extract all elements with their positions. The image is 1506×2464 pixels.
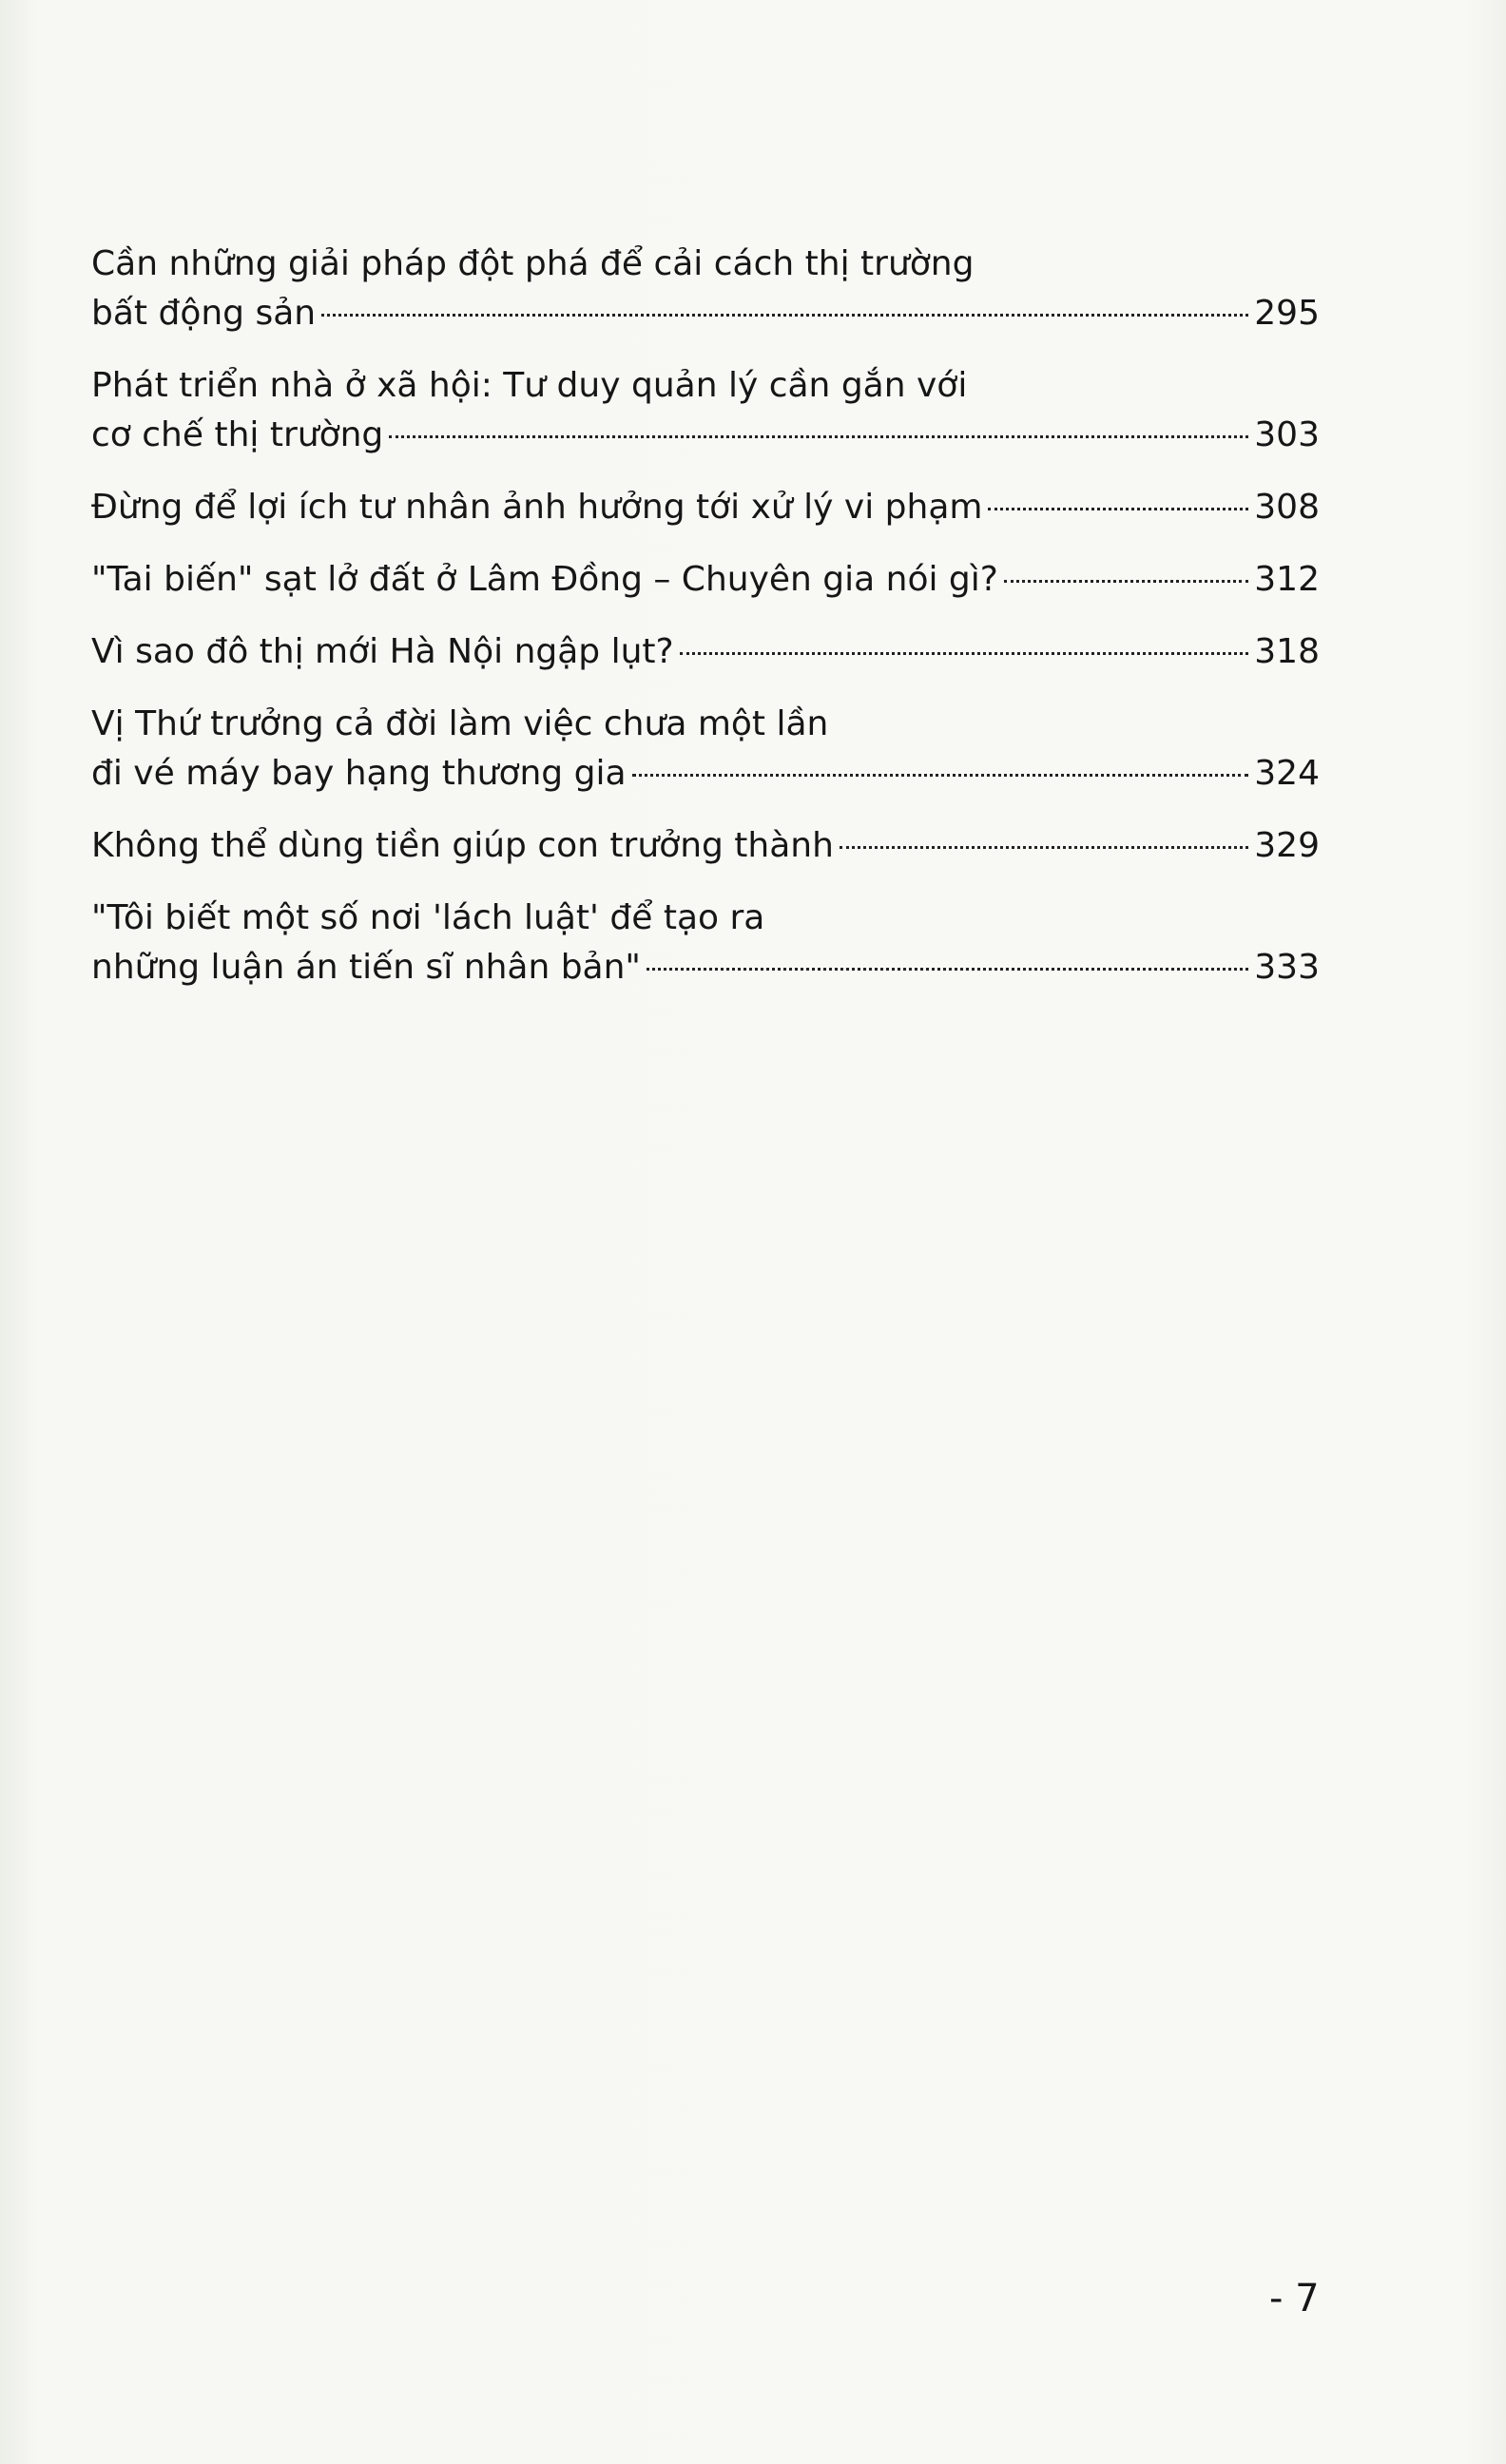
dot-leader bbox=[321, 314, 1248, 317]
page-number: - 7 bbox=[1269, 2277, 1320, 2320]
toc-entry[interactable] bbox=[91, 627, 1320, 677]
toc-entry-title: "Tai biến" sạt lở đất ở Lâm Đồng – Chuyên gia nói gì? bbox=[91, 560, 998, 599]
toc-entry-title: "Tôi biết một số nơi 'lách luật' để tạo ra bbox=[91, 898, 765, 937]
dot-leader bbox=[840, 846, 1248, 849]
toc-entry-title: Không thể dùng tiền giúp con trưởng thành bbox=[91, 826, 834, 865]
toc-entry[interactable] bbox=[91, 240, 1320, 338]
toc-entry-title: Cần những giải pháp đột phá để cải cách thị trường bbox=[91, 244, 975, 283]
toc-entry-title: cơ chế thị trường bbox=[91, 415, 384, 454]
toc-page-number: 324 bbox=[1254, 754, 1320, 793]
dot-leader bbox=[389, 435, 1248, 438]
toc-entry-title: bất động sản bbox=[91, 294, 317, 333]
toc-page-number: 312 bbox=[1254, 560, 1320, 599]
dot-leader bbox=[680, 652, 1249, 655]
toc-page-number: 329 bbox=[1254, 826, 1320, 865]
toc-entry-title: Vị Thứ trưởng cả đời làm việc chưa một lần bbox=[91, 704, 829, 743]
toc-entry[interactable] bbox=[91, 700, 1320, 799]
toc-page-number: 308 bbox=[1254, 488, 1320, 527]
dot-leader bbox=[632, 774, 1249, 777]
toc-entry-title: những luận án tiến sĩ nhân bản" bbox=[91, 948, 641, 987]
toc-entry-title: Vì sao đô thị mới Hà Nội ngập lụt? bbox=[91, 632, 674, 671]
toc-entry[interactable] bbox=[91, 894, 1320, 992]
toc-page-number: 318 bbox=[1254, 632, 1320, 671]
toc-entry[interactable] bbox=[91, 555, 1320, 605]
table-of-contents bbox=[91, 240, 1320, 1015]
toc-page-number: 295 bbox=[1254, 294, 1320, 333]
dot-leader bbox=[647, 968, 1248, 971]
toc-entry[interactable] bbox=[91, 483, 1320, 532]
toc-entry-title: đi vé máy bay hạng thương gia bbox=[91, 754, 627, 793]
toc-entry[interactable] bbox=[91, 821, 1320, 871]
toc-entry-title: Phát triển nhà ở xã hội: Tư duy quản lý cần gắn với bbox=[91, 366, 968, 405]
toc-page-number: 303 bbox=[1254, 415, 1320, 454]
dot-leader bbox=[1004, 580, 1248, 583]
toc-page-number: 333 bbox=[1254, 948, 1320, 987]
toc-entry[interactable] bbox=[91, 361, 1320, 460]
toc-entry-title: Đừng để lợi ích tư nhân ảnh hưởng tới xử lý vi phạm bbox=[91, 488, 983, 527]
dot-leader bbox=[988, 508, 1248, 510]
